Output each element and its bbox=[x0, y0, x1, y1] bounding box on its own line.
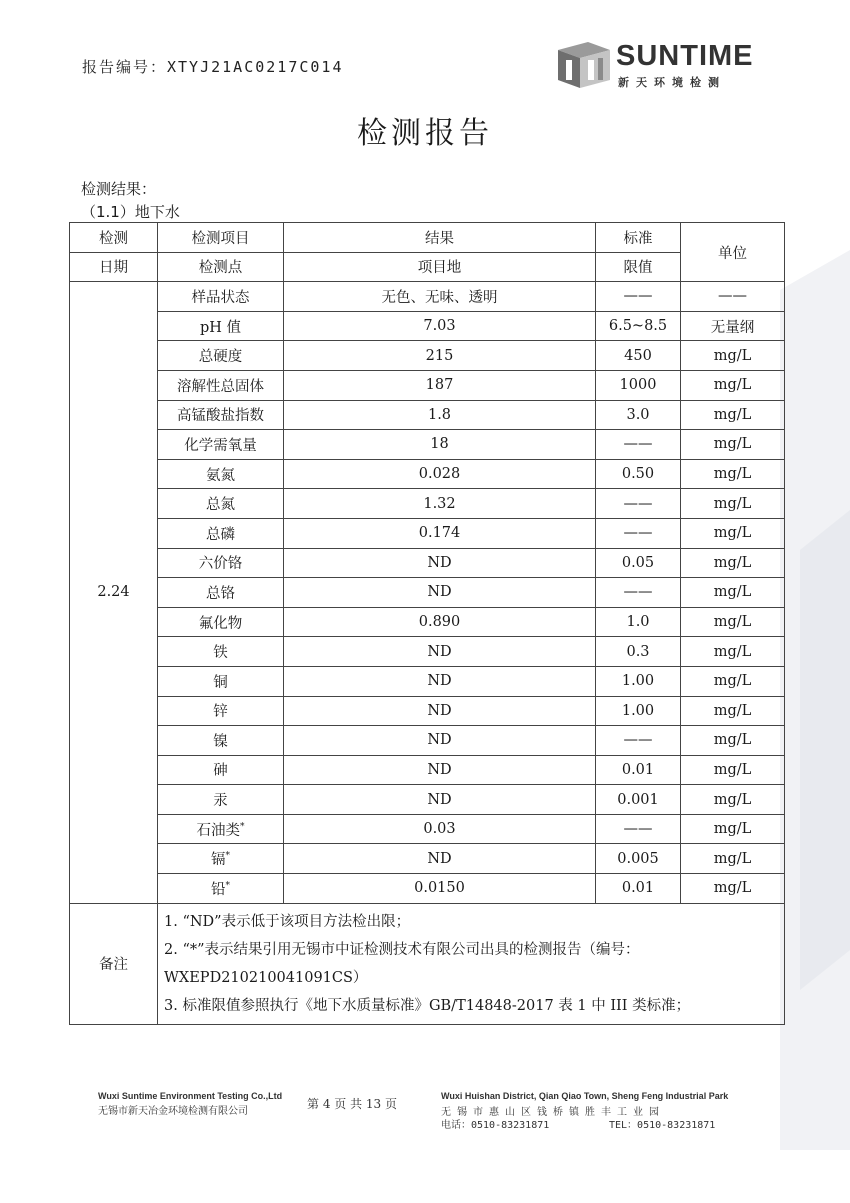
limit-cell: 1000 bbox=[596, 370, 681, 400]
table-row bbox=[70, 489, 785, 519]
item-name: 砷 bbox=[213, 763, 228, 780]
item-name: 总磷 bbox=[206, 526, 235, 543]
item-cell bbox=[158, 311, 284, 341]
result-cell: ND bbox=[284, 666, 596, 696]
watermark-graphic bbox=[780, 250, 850, 1150]
result-cell: ND bbox=[284, 755, 596, 785]
table-row bbox=[70, 726, 785, 756]
result-cell: ND bbox=[284, 696, 596, 726]
header-unit: 单位 bbox=[681, 223, 785, 282]
item-name: 石油类 bbox=[196, 822, 240, 839]
result-cell: ND bbox=[284, 844, 596, 874]
table-row bbox=[70, 844, 785, 874]
item-cell bbox=[158, 844, 284, 874]
table-row bbox=[70, 341, 785, 371]
result-cell: 215 bbox=[284, 341, 596, 371]
unit-cell: mg/L bbox=[681, 607, 785, 637]
item-name: 汞 bbox=[213, 793, 228, 810]
item-cell bbox=[158, 489, 284, 519]
unit-cell: mg/L bbox=[681, 548, 785, 578]
limit-cell: —— bbox=[596, 726, 681, 756]
result-cell: 无色、无味、透明 bbox=[284, 282, 596, 312]
item-cell bbox=[158, 282, 284, 312]
item-name: pH 值 bbox=[199, 319, 242, 336]
footer-company-cn: 无锡市新天冶金环境检测有限公司 bbox=[98, 1106, 248, 1117]
footer-address-cn: 无锡市惠山区钱桥镇胜丰工业园 bbox=[441, 1107, 665, 1118]
unit-cell: mg/L bbox=[681, 400, 785, 430]
unit-cell: mg/L bbox=[681, 370, 785, 400]
limit-cell: —— bbox=[596, 489, 681, 519]
item-name: 氨氮 bbox=[206, 467, 235, 484]
unit-cell: mg/L bbox=[681, 578, 785, 608]
unit-cell: mg/L bbox=[681, 696, 785, 726]
table-row bbox=[70, 548, 785, 578]
result-cell: ND bbox=[284, 578, 596, 608]
unit-cell: 无量纲 bbox=[681, 311, 785, 341]
sample-date: 2.24 bbox=[70, 282, 158, 903]
limit-cell: 0.3 bbox=[596, 637, 681, 667]
limit-cell: 0.001 bbox=[596, 785, 681, 815]
item-cell bbox=[158, 341, 284, 371]
unit-cell: mg/L bbox=[681, 874, 785, 904]
table-row bbox=[70, 666, 785, 696]
item-cell bbox=[158, 459, 284, 489]
unit-cell: mg/L bbox=[681, 637, 785, 667]
limit-cell: —— bbox=[596, 430, 681, 460]
company-logo bbox=[554, 40, 764, 90]
item-name: 化学需氧量 bbox=[184, 437, 257, 454]
section-heading: 检测结果： bbox=[81, 180, 157, 198]
remark-2: 2. “*”表示结果引用无锡市中证检测技术有限公司出具的检测报告（编号：WXEPD210210041091CS） bbox=[164, 941, 640, 986]
item-cell bbox=[158, 518, 284, 548]
result-cell: 0.890 bbox=[284, 607, 596, 637]
table-row bbox=[70, 755, 785, 785]
header-row-top bbox=[70, 223, 785, 253]
remark-3: 3. 标准限值参照执行《地下水质量标准》GB/T14848-2017 表 1 中 III 类标准； bbox=[164, 997, 691, 1014]
page-title: 检测报告 bbox=[357, 116, 493, 151]
unit-cell: —— bbox=[681, 282, 785, 312]
item-cell bbox=[158, 400, 284, 430]
table-row bbox=[70, 607, 785, 637]
item-cell bbox=[158, 814, 284, 844]
item-name: 铁 bbox=[213, 645, 228, 662]
header-location: 项目地 bbox=[284, 252, 596, 282]
item-cell bbox=[158, 370, 284, 400]
item-cell bbox=[158, 666, 284, 696]
header-result: 结果 bbox=[284, 223, 596, 253]
table-row bbox=[70, 637, 785, 667]
limit-cell: 0.005 bbox=[596, 844, 681, 874]
unit-cell: mg/L bbox=[681, 755, 785, 785]
item-cell bbox=[158, 430, 284, 460]
unit-cell: mg/L bbox=[681, 844, 785, 874]
item-name: 总铬 bbox=[206, 585, 235, 602]
header-date-top: 检测 bbox=[70, 223, 158, 253]
footer-phone: 电话：0510-83231871 bbox=[441, 1120, 550, 1131]
unit-cell: mg/L bbox=[681, 430, 785, 460]
limit-cell: 6.5~8.5 bbox=[596, 311, 681, 341]
item-cell bbox=[158, 637, 284, 667]
limit-cell: —— bbox=[596, 282, 681, 312]
header-point: 检测点 bbox=[158, 252, 284, 282]
unit-cell: mg/L bbox=[681, 785, 785, 815]
header-limit-bottom: 限值 bbox=[596, 252, 681, 282]
limit-cell: 0.50 bbox=[596, 459, 681, 489]
item-cell bbox=[158, 874, 284, 904]
limit-cell: 1.00 bbox=[596, 666, 681, 696]
table-row bbox=[70, 814, 785, 844]
item-cell bbox=[158, 607, 284, 637]
table-row bbox=[70, 282, 785, 312]
header-row-bottom bbox=[70, 252, 785, 282]
unit-cell: mg/L bbox=[681, 726, 785, 756]
item-name: 铅 bbox=[211, 881, 226, 898]
item-name: 镍 bbox=[213, 733, 228, 750]
item-name: 六价铬 bbox=[198, 556, 243, 573]
item-cell bbox=[158, 726, 284, 756]
table-row bbox=[70, 430, 785, 460]
table-row bbox=[70, 578, 785, 608]
unit-cell: mg/L bbox=[681, 518, 785, 548]
header-item: 检测项目 bbox=[158, 223, 284, 253]
unit-cell: mg/L bbox=[681, 814, 785, 844]
item-cell bbox=[158, 578, 284, 608]
result-cell: ND bbox=[284, 726, 596, 756]
table-row bbox=[70, 400, 785, 430]
item-cell bbox=[158, 785, 284, 815]
remark-1: 1. “ND”表示低于该项目方法检出限； bbox=[164, 913, 411, 930]
result-cell: ND bbox=[284, 785, 596, 815]
limit-cell: 0.05 bbox=[596, 548, 681, 578]
limit-cell: —— bbox=[596, 518, 681, 548]
results-table bbox=[69, 222, 785, 1025]
header-date-bottom: 日期 bbox=[70, 252, 158, 282]
table-row bbox=[70, 459, 785, 489]
result-cell: 0.174 bbox=[284, 518, 596, 548]
result-cell: 0.03 bbox=[284, 814, 596, 844]
report-number: 报告编号：XTYJ21AC0217C014 bbox=[82, 58, 344, 76]
cited-marker: * bbox=[240, 821, 245, 832]
item-cell bbox=[158, 696, 284, 726]
item-cell bbox=[158, 548, 284, 578]
table-row bbox=[70, 785, 785, 815]
footer-address-en: Wuxi Huishan District, Qian Qiao Town, Sheng Feng Industrial Park bbox=[441, 1091, 729, 1101]
unit-cell: mg/L bbox=[681, 489, 785, 519]
limit-cell: —— bbox=[596, 814, 681, 844]
footer-company-en: Wuxi Suntime Environment Testing Co.,Ltd bbox=[98, 1091, 283, 1101]
unit-cell: mg/L bbox=[681, 666, 785, 696]
result-cell: 0.0150 bbox=[284, 874, 596, 904]
item-name: 溶解性总固体 bbox=[177, 378, 264, 395]
remarks-label: 备注 bbox=[70, 903, 158, 1024]
logo-name: SUNTIME bbox=[616, 40, 754, 72]
item-name: 样品状态 bbox=[191, 289, 250, 306]
item-name: 镉 bbox=[211, 852, 226, 869]
result-cell: 187 bbox=[284, 370, 596, 400]
header-limit-top: 标准 bbox=[596, 223, 681, 253]
table-row bbox=[70, 874, 785, 904]
remarks-cell bbox=[158, 903, 785, 1024]
logo-mark-icon bbox=[554, 40, 614, 90]
limit-cell: 450 bbox=[596, 341, 681, 371]
limit-cell: 0.01 bbox=[596, 874, 681, 904]
unit-cell: mg/L bbox=[681, 459, 785, 489]
limit-cell: 3.0 bbox=[596, 400, 681, 430]
limit-cell: 1.0 bbox=[596, 607, 681, 637]
result-cell: 7.03 bbox=[284, 311, 596, 341]
page-number: 第 4 页 共 13 页 bbox=[307, 1097, 397, 1111]
item-name: 总硬度 bbox=[198, 349, 243, 366]
limit-cell: 1.00 bbox=[596, 696, 681, 726]
limit-cell: —— bbox=[596, 578, 681, 608]
table-row bbox=[70, 518, 785, 548]
item-name: 氟化物 bbox=[198, 615, 243, 632]
table-row bbox=[70, 311, 785, 341]
result-cell: 0.028 bbox=[284, 459, 596, 489]
item-cell bbox=[158, 755, 284, 785]
limit-cell: 0.01 bbox=[596, 755, 681, 785]
result-cell: 1.8 bbox=[284, 400, 596, 430]
table-row bbox=[70, 370, 785, 400]
item-name: 铜 bbox=[213, 674, 228, 691]
footer-tel: TEL：0510-83231871 bbox=[609, 1120, 716, 1131]
remarks-row bbox=[70, 903, 785, 1024]
table-row bbox=[70, 696, 785, 726]
subsection-heading: （1.1）地下水 bbox=[81, 203, 180, 221]
unit-cell: mg/L bbox=[681, 341, 785, 371]
result-cell: ND bbox=[284, 548, 596, 578]
result-cell: 1.32 bbox=[284, 489, 596, 519]
result-cell: 18 bbox=[284, 430, 596, 460]
item-name: 锌 bbox=[213, 704, 228, 721]
item-name: 总氮 bbox=[206, 497, 235, 514]
cited-marker: * bbox=[225, 851, 230, 862]
cited-marker: * bbox=[225, 881, 230, 892]
item-name: 高锰酸盐指数 bbox=[177, 408, 264, 425]
logo-subtitle: 新天环境检测 bbox=[618, 76, 726, 89]
result-cell: ND bbox=[284, 637, 596, 667]
